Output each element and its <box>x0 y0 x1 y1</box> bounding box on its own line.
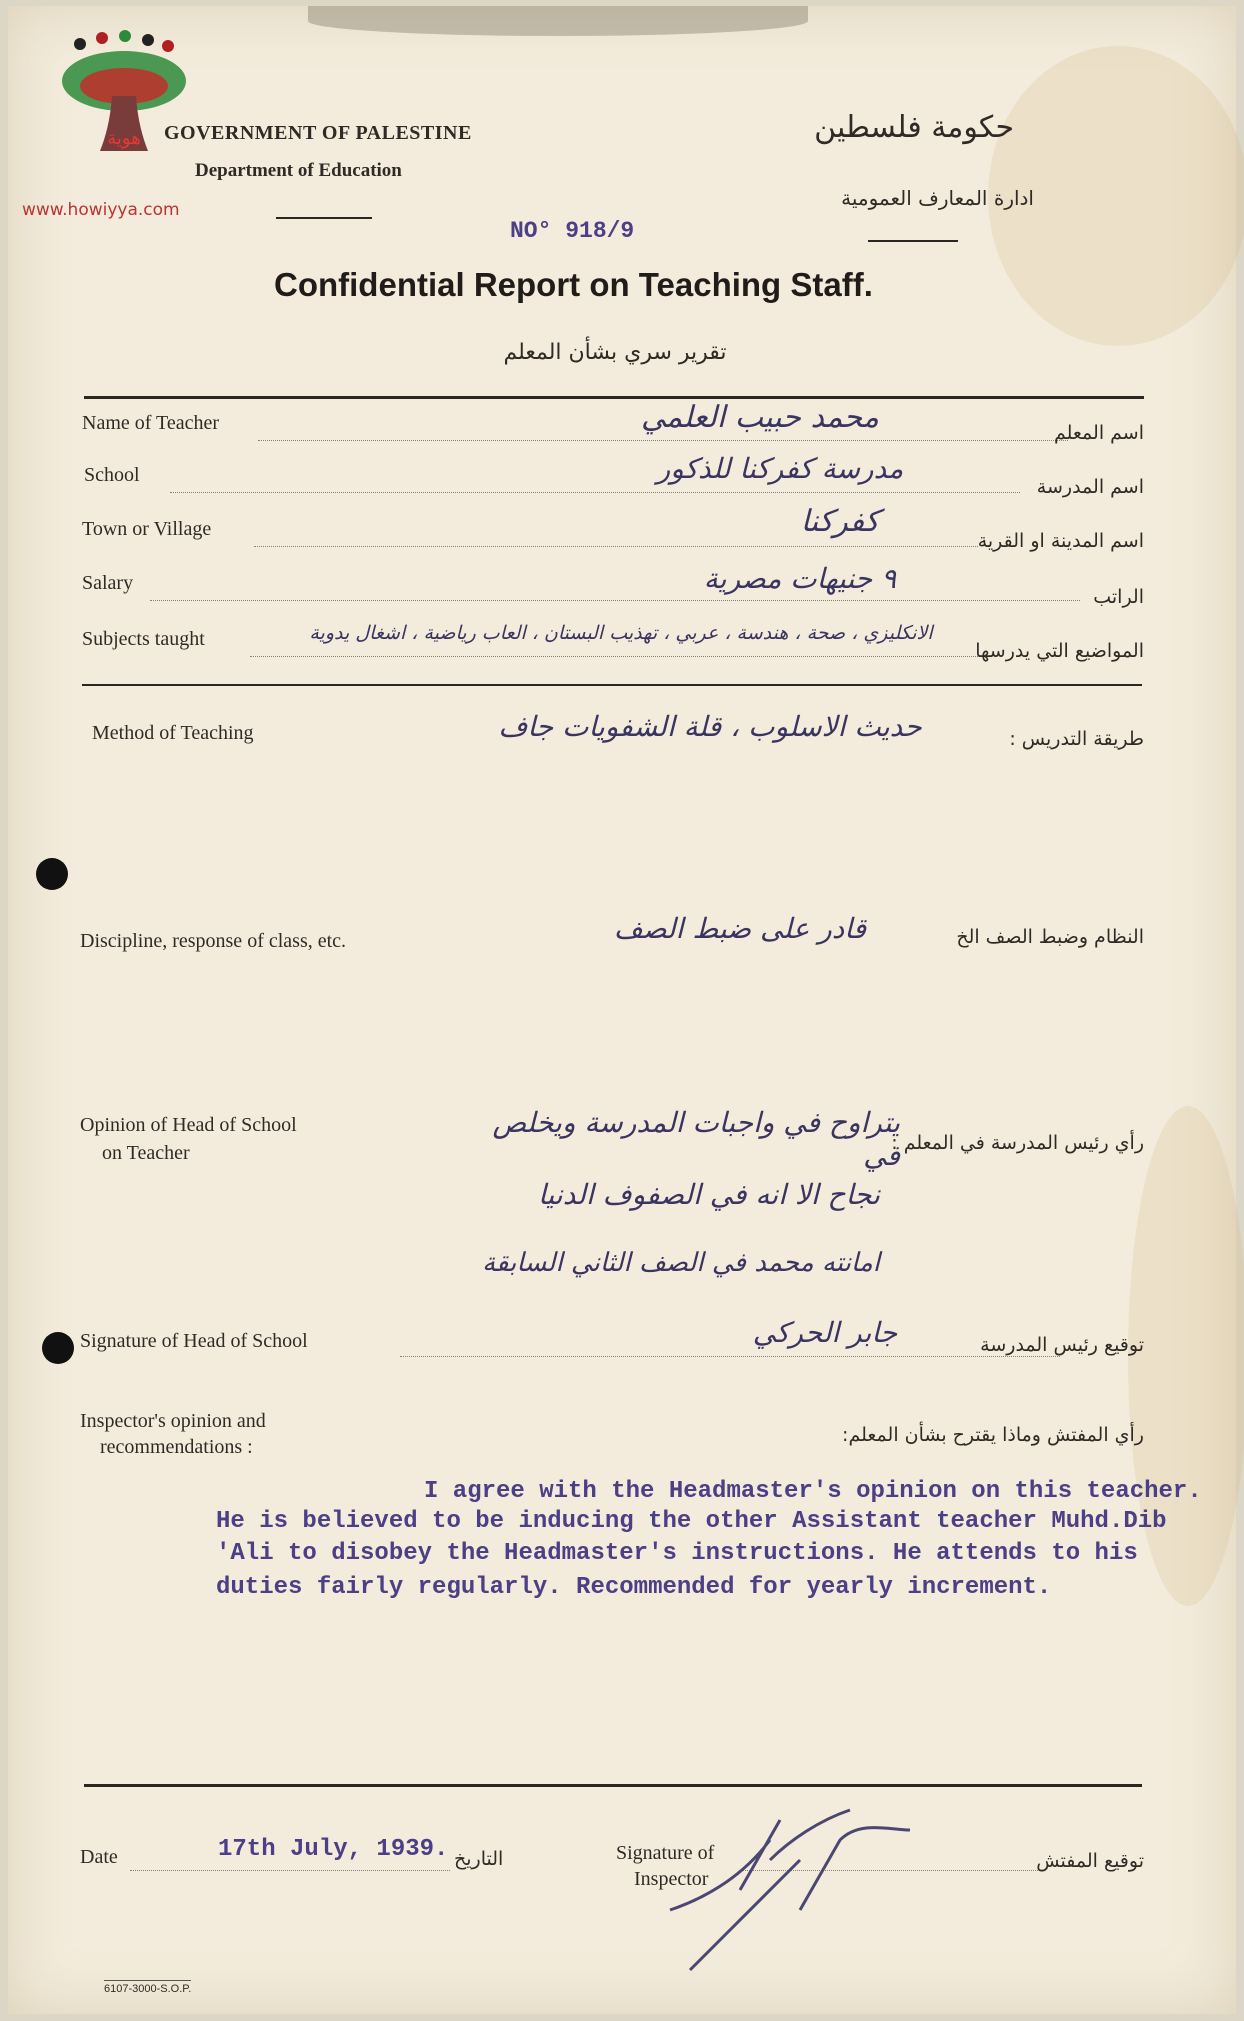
document-page <box>8 6 1236 2014</box>
field-label-ar-town: اسم المدينة او القرية <box>977 530 1144 552</box>
field-label-ar-school: اسم المدرسة <box>1036 476 1144 498</box>
svg-text:هوية: هوية <box>107 128 141 149</box>
fields-rule <box>82 684 1142 686</box>
print-code: 6107-3000-S.O.P. <box>104 1980 191 1995</box>
inspector-line-3: 'Ali to disobey the Headmaster's instructions. He attends to his <box>216 1540 1138 1567</box>
top-rule <box>84 396 1144 399</box>
field-line-salary <box>150 600 1080 601</box>
howiyya-tree-logo <box>40 26 190 166</box>
field-value-subjects: الانكليزي ، صحة ، هندسة ، عربي ، تهذيب البستان ، العاب رياضية ، اشغال يدوية <box>309 622 933 644</box>
signature-head-label-ar: توقيع رئيس المدرسة <box>980 1334 1144 1356</box>
method-label-ar: طريقة التدريس : <box>1009 728 1144 750</box>
document-title: Confidential Report on Teaching Staff. <box>274 266 873 303</box>
method-label: Method of Teaching <box>92 722 254 744</box>
opinion-head-line-3: امانته محمد في الصف الثاني السابقة <box>482 1248 880 1278</box>
field-label-school: School <box>84 464 140 486</box>
header-gov-en: GOVERNMENT OF PALESTINE <box>164 122 472 144</box>
field-label-ar-subjects: المواضيع التي يدرسها <box>975 640 1144 662</box>
header-dept-en: Department of Education <box>195 160 402 181</box>
header-divider-left <box>276 217 372 219</box>
inspector-signature-scribble <box>660 1800 920 1980</box>
field-line-school <box>170 492 1020 493</box>
inspector-label-1: Inspector's opinion and <box>80 1410 266 1432</box>
field-label-subjects: Subjects taught <box>82 628 205 650</box>
document-title-ar: تقرير سري بشأن المعلم <box>503 340 727 365</box>
bottom-rule <box>84 1784 1142 1787</box>
inspector-label-ar: رأي المفتش وماذا يقترح بشأن المعلم: <box>842 1424 1144 1446</box>
opinion-head-label-1: Opinion of Head of School <box>80 1114 297 1136</box>
date-line <box>130 1870 450 1871</box>
signature-head-label: Signature of Head of School <box>80 1330 308 1352</box>
method-value: حديث الاسلوب ، قلة الشفويات جاف <box>498 710 922 743</box>
field-label-name: Name of Teacher <box>82 412 220 434</box>
date-label-ar: التاريخ <box>454 1848 504 1870</box>
date-label: Date <box>80 1846 118 1868</box>
field-value-school: مدرسة كفركنا للذكور <box>656 452 904 485</box>
field-label-salary: Salary <box>82 572 134 594</box>
header-gov-ar: حكومة فلسطين <box>814 110 1014 145</box>
inspector-line-2: He is believed to be inducing the other Assistant teacher Muhd.Dib <box>216 1508 1167 1535</box>
opinion-head-line-2: نجاح الا انه في الصفوف الدنيا <box>537 1178 880 1211</box>
inspector-sig-label-2: Inspector <box>634 1868 709 1890</box>
signature-head-line <box>400 1356 1060 1357</box>
field-line-town <box>254 546 978 547</box>
inspector-line-1: I agree with the Headmaster's opinion on this teacher. <box>424 1478 1202 1505</box>
inspector-sig-label-1: Signature of <box>616 1842 715 1864</box>
punch-hole-top <box>36 858 68 890</box>
inspector-line-4: duties fairly regularly. Recommended for yearly increment. <box>216 1574 1052 1601</box>
field-value-name: محمد حبيب العلمي <box>641 400 879 435</box>
field-label-ar-salary: الراتب <box>1093 586 1144 608</box>
watermark-url: www.howiyya.com <box>22 200 180 220</box>
field-value-salary: ٩ جنيهات مصرية <box>703 562 897 595</box>
signature-head-value: جابر الحركي <box>752 1316 898 1349</box>
field-line-name <box>258 440 1068 441</box>
field-line-subjects <box>250 656 990 657</box>
inspector-sig-label-ar: توقيع المفتش <box>1036 1850 1144 1872</box>
discipline-label: Discipline, response of class, etc. <box>80 930 347 952</box>
field-label-ar-name: اسم المعلم <box>1053 422 1144 444</box>
document-number: NO° 918/9 <box>510 218 635 244</box>
field-value-town: كفركنا <box>800 504 880 539</box>
date-value: 17th July, 1939. <box>218 1836 449 1863</box>
discipline-value: قادر على ضبط الصف <box>613 912 867 945</box>
punch-hole-bottom <box>42 1332 74 1364</box>
header-divider-right <box>868 240 958 242</box>
field-label-town: Town or Village <box>82 518 212 540</box>
opinion-head-line-1: يتراوح في واجبات المدرسة ويخلص في <box>492 1106 900 1172</box>
header-dept-ar: ادارة المعارف العمومية <box>841 186 1034 210</box>
opinion-head-label-2: on Teacher <box>102 1142 190 1164</box>
inspector-label-2: recommendations : <box>100 1436 253 1458</box>
discipline-label-ar: النظام وضبط الصف الخ <box>956 926 1144 948</box>
opinion-head-label-ar: رأي رئيس المدرسة في المعلم : <box>891 1132 1144 1154</box>
